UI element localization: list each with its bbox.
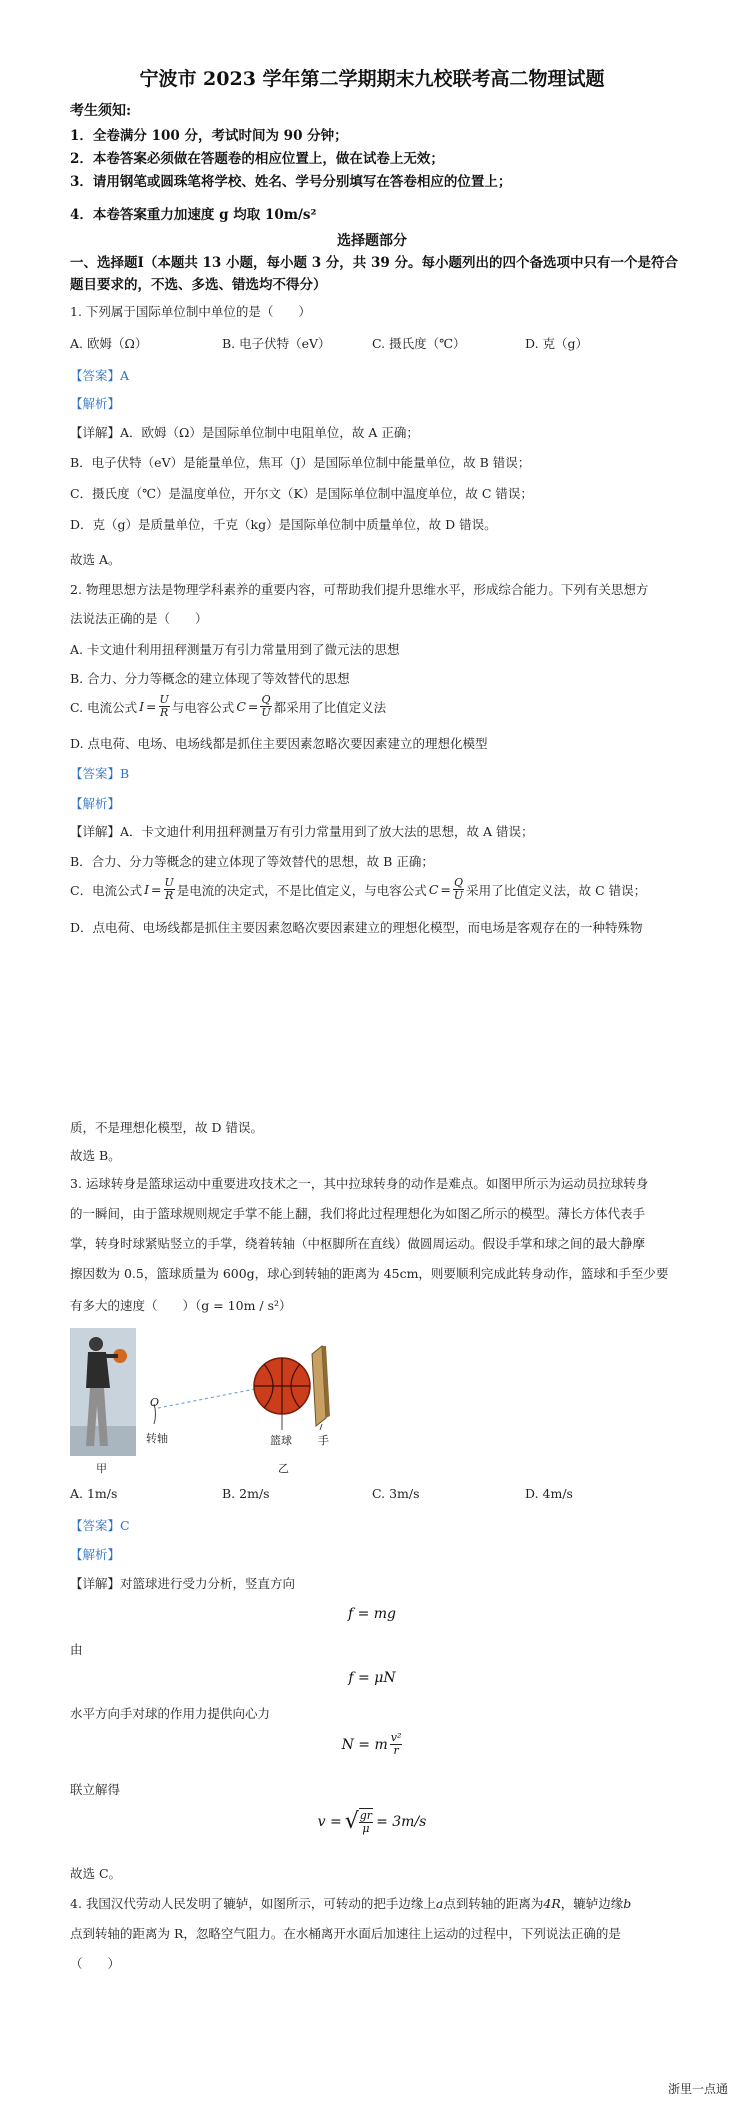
fraction-u-over-r xyxy=(164,877,175,902)
q1-stem: 1. 下列属于国际单位制中单位的是（ ） xyxy=(70,304,311,319)
q3-option-c: C. 3m/s xyxy=(372,1486,420,1501)
q3-option-b: B. 2m/s xyxy=(222,1486,270,1501)
q4-line-3: （ ） xyxy=(70,1956,121,1971)
q1-answer: 【答案】A xyxy=(70,368,130,383)
q3-figure xyxy=(68,1326,348,1476)
notice-item-1: 1．全卷满分 100 分，考试时间为 90 分钟； xyxy=(70,128,348,144)
label-hand: 手 xyxy=(318,1434,329,1447)
fraction-denominator: U xyxy=(453,889,464,902)
q2-detail-c-part1: C．电流公式 xyxy=(70,882,143,898)
q1-detail-3: C．摄氏度（℃）是温度单位，开尔文（K）是国际单位制中温度单位，故 C 错误； xyxy=(70,486,533,501)
var-4r: 4R xyxy=(543,1896,561,1911)
sqrt-expression xyxy=(345,1808,373,1835)
q3-horizontal: 水平方向手对球的作用力提供向心力 xyxy=(70,1706,271,1721)
equation-4 xyxy=(0,1808,744,1835)
sqrt-icon: √ xyxy=(344,1809,359,1834)
q3-answer: 【答案】C xyxy=(70,1518,130,1533)
hand-plate-icon xyxy=(312,1346,330,1426)
fraction-numerator: gr xyxy=(359,1809,373,1822)
fraction-gr-over-mu xyxy=(359,1808,373,1835)
q3-stem-line-3: 掌，转身时球紧贴竖立的手掌，绕着转轴（中枢脚所在直线）做圆周运动。假设手掌和球之间的最大静摩 xyxy=(70,1236,646,1251)
q2-detail-c xyxy=(70,877,646,902)
section-instructions: 一、选择题Ⅰ（本题共 13 小题，每小题 3 分，共 39 分。每小题列出的四个备选项中只有一个是符合题目要求的，不选、多选、错选均不得分） xyxy=(70,255,678,293)
q2-answer: 【答案】B xyxy=(70,766,130,781)
q2-stem-line-1: 2. 物理思想方法是物理学科素养的重要内容，可帮助我们提升思维水平，形成综合能力。下列有关思想方 xyxy=(70,582,649,597)
q2-detail-a: 【详解】A．卡文迪什利用扭秤测量万有引力常量用到了放大法的思想，故 A 错误； xyxy=(70,824,534,839)
notice-item-3: 3．请用钢笔或圆珠笔将学校、姓名、学号分别填写在答卷相应的位置上； xyxy=(70,174,512,190)
q2-option-c-part3: 都采用了比值定义法 xyxy=(273,699,387,715)
fraction-numerator: Q xyxy=(261,693,271,706)
q4-line-2: 点到转轴的距离为 R，忽略空气阻力。在水桶离开水面后加速往上运动的过程中，下列说法正确的是 xyxy=(70,1926,621,1941)
q3-solve: 联立解得 xyxy=(70,1782,121,1797)
q4-line-1-part2: 点到转轴的距离为 xyxy=(443,1896,544,1911)
fraction-numerator: U xyxy=(164,876,174,889)
fraction-numerator: v² xyxy=(390,1731,402,1744)
q2-conclusion: 故选 B。 xyxy=(70,1148,121,1163)
q2-analysis: 【解析】 xyxy=(70,796,121,811)
page-title: 宁波市 2023 学年第二学期期末九校联考高二物理试题 xyxy=(139,68,605,90)
fraction-u-over-r xyxy=(159,694,170,719)
fraction-denominator: R xyxy=(160,706,169,719)
q1-detail-1: 【详解】A．欧姆（Ω）是国际单位制中电阻单位，故 A 正确； xyxy=(70,425,419,440)
label-axis: 转轴 xyxy=(146,1432,168,1445)
label-o: O xyxy=(150,1396,160,1409)
q4-line-1-part1: 4. 我国汉代劳动人民发明了辘轳，如图所示，可转动的把手边缘上 xyxy=(70,1896,436,1911)
q1-conclusion: 故选 A。 xyxy=(70,552,121,567)
q3-you: 由 xyxy=(70,1642,83,1657)
equation-3-lhs: N = m xyxy=(341,1736,388,1753)
formula-i: I xyxy=(139,699,145,714)
q3-stem-line-4: 擦因数为 0.5，篮球质量为 600g，球心到转轴的距离为 45cm，则要顺利完成此转身动作，篮球和手至少要 xyxy=(70,1266,669,1281)
q2-option-a: A. 卡文迪什利用扭秤测量万有引力常量用到了微元法的思想 xyxy=(70,642,400,657)
equation-4-lhs: v = xyxy=(317,1813,342,1830)
q3-analysis: 【解析】 xyxy=(70,1547,121,1562)
q2-option-c-part2: 与电容公式 xyxy=(171,699,235,715)
basketball-icon xyxy=(254,1358,310,1414)
fraction-denominator: U xyxy=(261,706,271,719)
notice-heading: 考生须知: xyxy=(70,103,132,119)
formula-equals: = xyxy=(247,699,259,714)
q2-detail-c-part2: 是电流的决定式，不是比值定义，与电容公式 xyxy=(176,882,427,898)
equation-3 xyxy=(0,1732,744,1757)
hand-label-pointer xyxy=(320,1424,322,1430)
fraction-numerator: Q xyxy=(454,876,464,889)
formula-equals: = xyxy=(440,882,451,897)
q1-option-d: D. 克（g） xyxy=(525,336,589,351)
q4-line-1-part3: ，辘轳边缘 xyxy=(560,1896,624,1911)
q3-option-d: D. 4m/s xyxy=(525,1486,573,1501)
var-a: a xyxy=(435,1896,444,1911)
q2-detail-d-cont: 质，不是理想化模型，故 D 错误。 xyxy=(70,1120,263,1135)
formula-equals: = xyxy=(146,699,157,714)
var-b: b xyxy=(623,1896,632,1911)
q2-option-b: B. 合力、分力等概念的建立体现了等效替代的思想 xyxy=(70,671,350,686)
equation-4-rhs: = 3m/s xyxy=(376,1813,427,1830)
q2-option-d: D. 点电荷、电场、电场线都是抓住主要因素忽略次要因素建立的理想化模型 xyxy=(70,736,488,751)
q1-option-b: B. 电子伏特（eV） xyxy=(222,336,331,351)
player-head xyxy=(89,1337,103,1351)
q2-detail-b: B．合力、分力等概念的建立体现了等效替代的思想，故 B 正确； xyxy=(70,854,434,869)
q4-line-1 xyxy=(70,1894,631,1912)
formula-c: C xyxy=(236,699,246,714)
fraction-denominator: μ xyxy=(362,1822,370,1835)
label-jia: 甲 xyxy=(96,1462,107,1475)
fraction-numerator: U xyxy=(159,693,169,706)
q3-conclusion: 故选 C。 xyxy=(70,1866,122,1881)
q3-stem-line-5: 有多大的速度（ ）（g = 10m / s²） xyxy=(70,1298,292,1313)
fraction-v2-over-r xyxy=(390,1732,403,1757)
q3-stem-line-2: 的一瞬间，由于篮球规则规定手掌不能上翻，我们将此过程理想化为如图乙所示的模型。薄长方体代表手 xyxy=(70,1206,646,1221)
formula-i: I xyxy=(144,882,150,897)
q1-analysis: 【解析】 xyxy=(70,396,121,411)
q2-detail-c-part3: 采用了比值定义法，故 C 错误； xyxy=(466,882,647,898)
q1-option-a: A. 欧姆（Ω） xyxy=(70,336,148,351)
q2-detail-d: D．点电荷、电场线都是抓住主要因素忽略次要因素建立的理想化模型，而电场是客观存在的一种特殊物 xyxy=(70,920,643,935)
fraction-q-over-u xyxy=(260,694,271,719)
footer-watermark: 浙里一点通 xyxy=(668,2082,729,2096)
fraction-q-over-u xyxy=(453,877,464,902)
q3-option-a: A. 1m/s xyxy=(70,1486,118,1501)
formula-equals: = xyxy=(151,882,162,897)
label-yi: 乙 xyxy=(278,1462,289,1475)
q3-detail-1: 【详解】对篮球进行受力分析，竖直方向 xyxy=(70,1576,296,1591)
fraction-denominator: r xyxy=(393,1744,399,1757)
q1-option-c: C. 摄氏度（℃） xyxy=(372,336,466,351)
q1-detail-2: B．电子伏特（eV）是能量单位，焦耳（J）是国际单位制中能量单位，故 B 错误； xyxy=(70,455,531,470)
player-photo xyxy=(70,1328,136,1456)
notice-item-2: 2．本卷答案必须做在答题卷的相应位置上，做在试卷上无效； xyxy=(70,151,444,167)
fraction-denominator: R xyxy=(165,889,174,902)
q3-stem-line-1: 3. 运球转身是篮球运动中重要进攻技术之一，其中拉球转身的动作是难点。如图甲所示为运动员拉球转身 xyxy=(70,1176,649,1191)
section-title: 选择题部分 xyxy=(337,233,407,249)
q3-figure-svg xyxy=(68,1326,348,1476)
equation-2: f = μN xyxy=(348,1670,396,1686)
notice-item-4: 4．本卷答案重力加速度 g 均取 10m/s² xyxy=(70,207,317,223)
axis-dashed-line xyxy=(158,1388,260,1408)
label-ball: 篮球 xyxy=(270,1434,292,1447)
q2-option-c-part1: C. 电流公式 xyxy=(70,699,138,715)
equation-1: f = mg xyxy=(347,1606,397,1622)
formula-c: C xyxy=(428,882,439,897)
q2-stem-line-2: 法说法正确的是（ ） xyxy=(70,611,208,626)
q2-option-c xyxy=(70,694,386,719)
q1-detail-4: D．克（g）是质量单位，千克（kg）是国际单位制中质量单位，故 D 错误。 xyxy=(70,517,497,532)
